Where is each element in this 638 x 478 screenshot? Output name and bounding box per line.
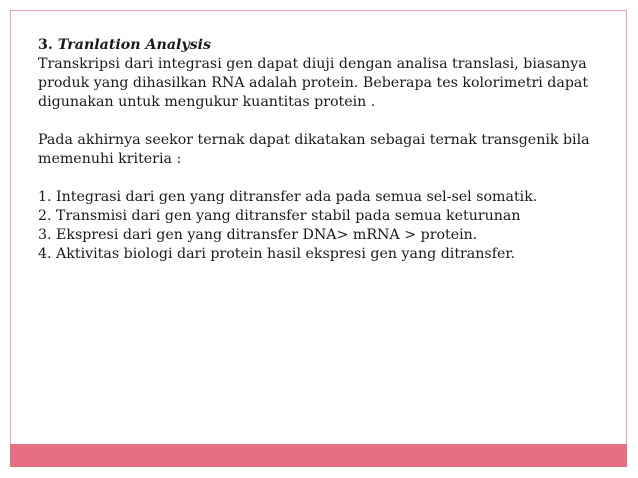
spacer xyxy=(38,112,608,131)
spacer xyxy=(38,169,608,188)
criteria-item: 4. Aktivitas biologi dari protein hasil ekspresi gen yang ditransfer. xyxy=(38,246,516,262)
section-heading xyxy=(38,36,608,55)
section-number: 3. xyxy=(38,37,53,53)
intro-paragraph: Transkripsi dari integrasi gen dapat diuji dengan analisa translasi, biasanya produk yang dihasilkan RNA adalah protein. Beberapa tes kolorimetri dapat digunakan untuk mengukur kuantitas protein . xyxy=(38,56,589,110)
criteria-item: 1. Integrasi dari gen yang ditransfer ada pada semua sel-sel somatik. xyxy=(38,189,538,205)
section-title: Tranlation Analysis xyxy=(57,37,212,53)
criteria-item: 3. Ekspresi dari gen yang ditransfer DNA> mRNA > protein. xyxy=(38,227,478,243)
bottom-accent-band xyxy=(10,444,627,467)
criteria-item: 2. Transmisi dari gen yang ditransfer stabil pada semua keturunan xyxy=(38,208,521,224)
slide-content xyxy=(38,36,608,264)
criteria-list xyxy=(38,188,608,264)
criteria-intro-paragraph: Pada akhirnya seekor ternak dapat dikatakan sebagai ternak transgenik bila memenuhi kriteria : xyxy=(38,132,590,167)
